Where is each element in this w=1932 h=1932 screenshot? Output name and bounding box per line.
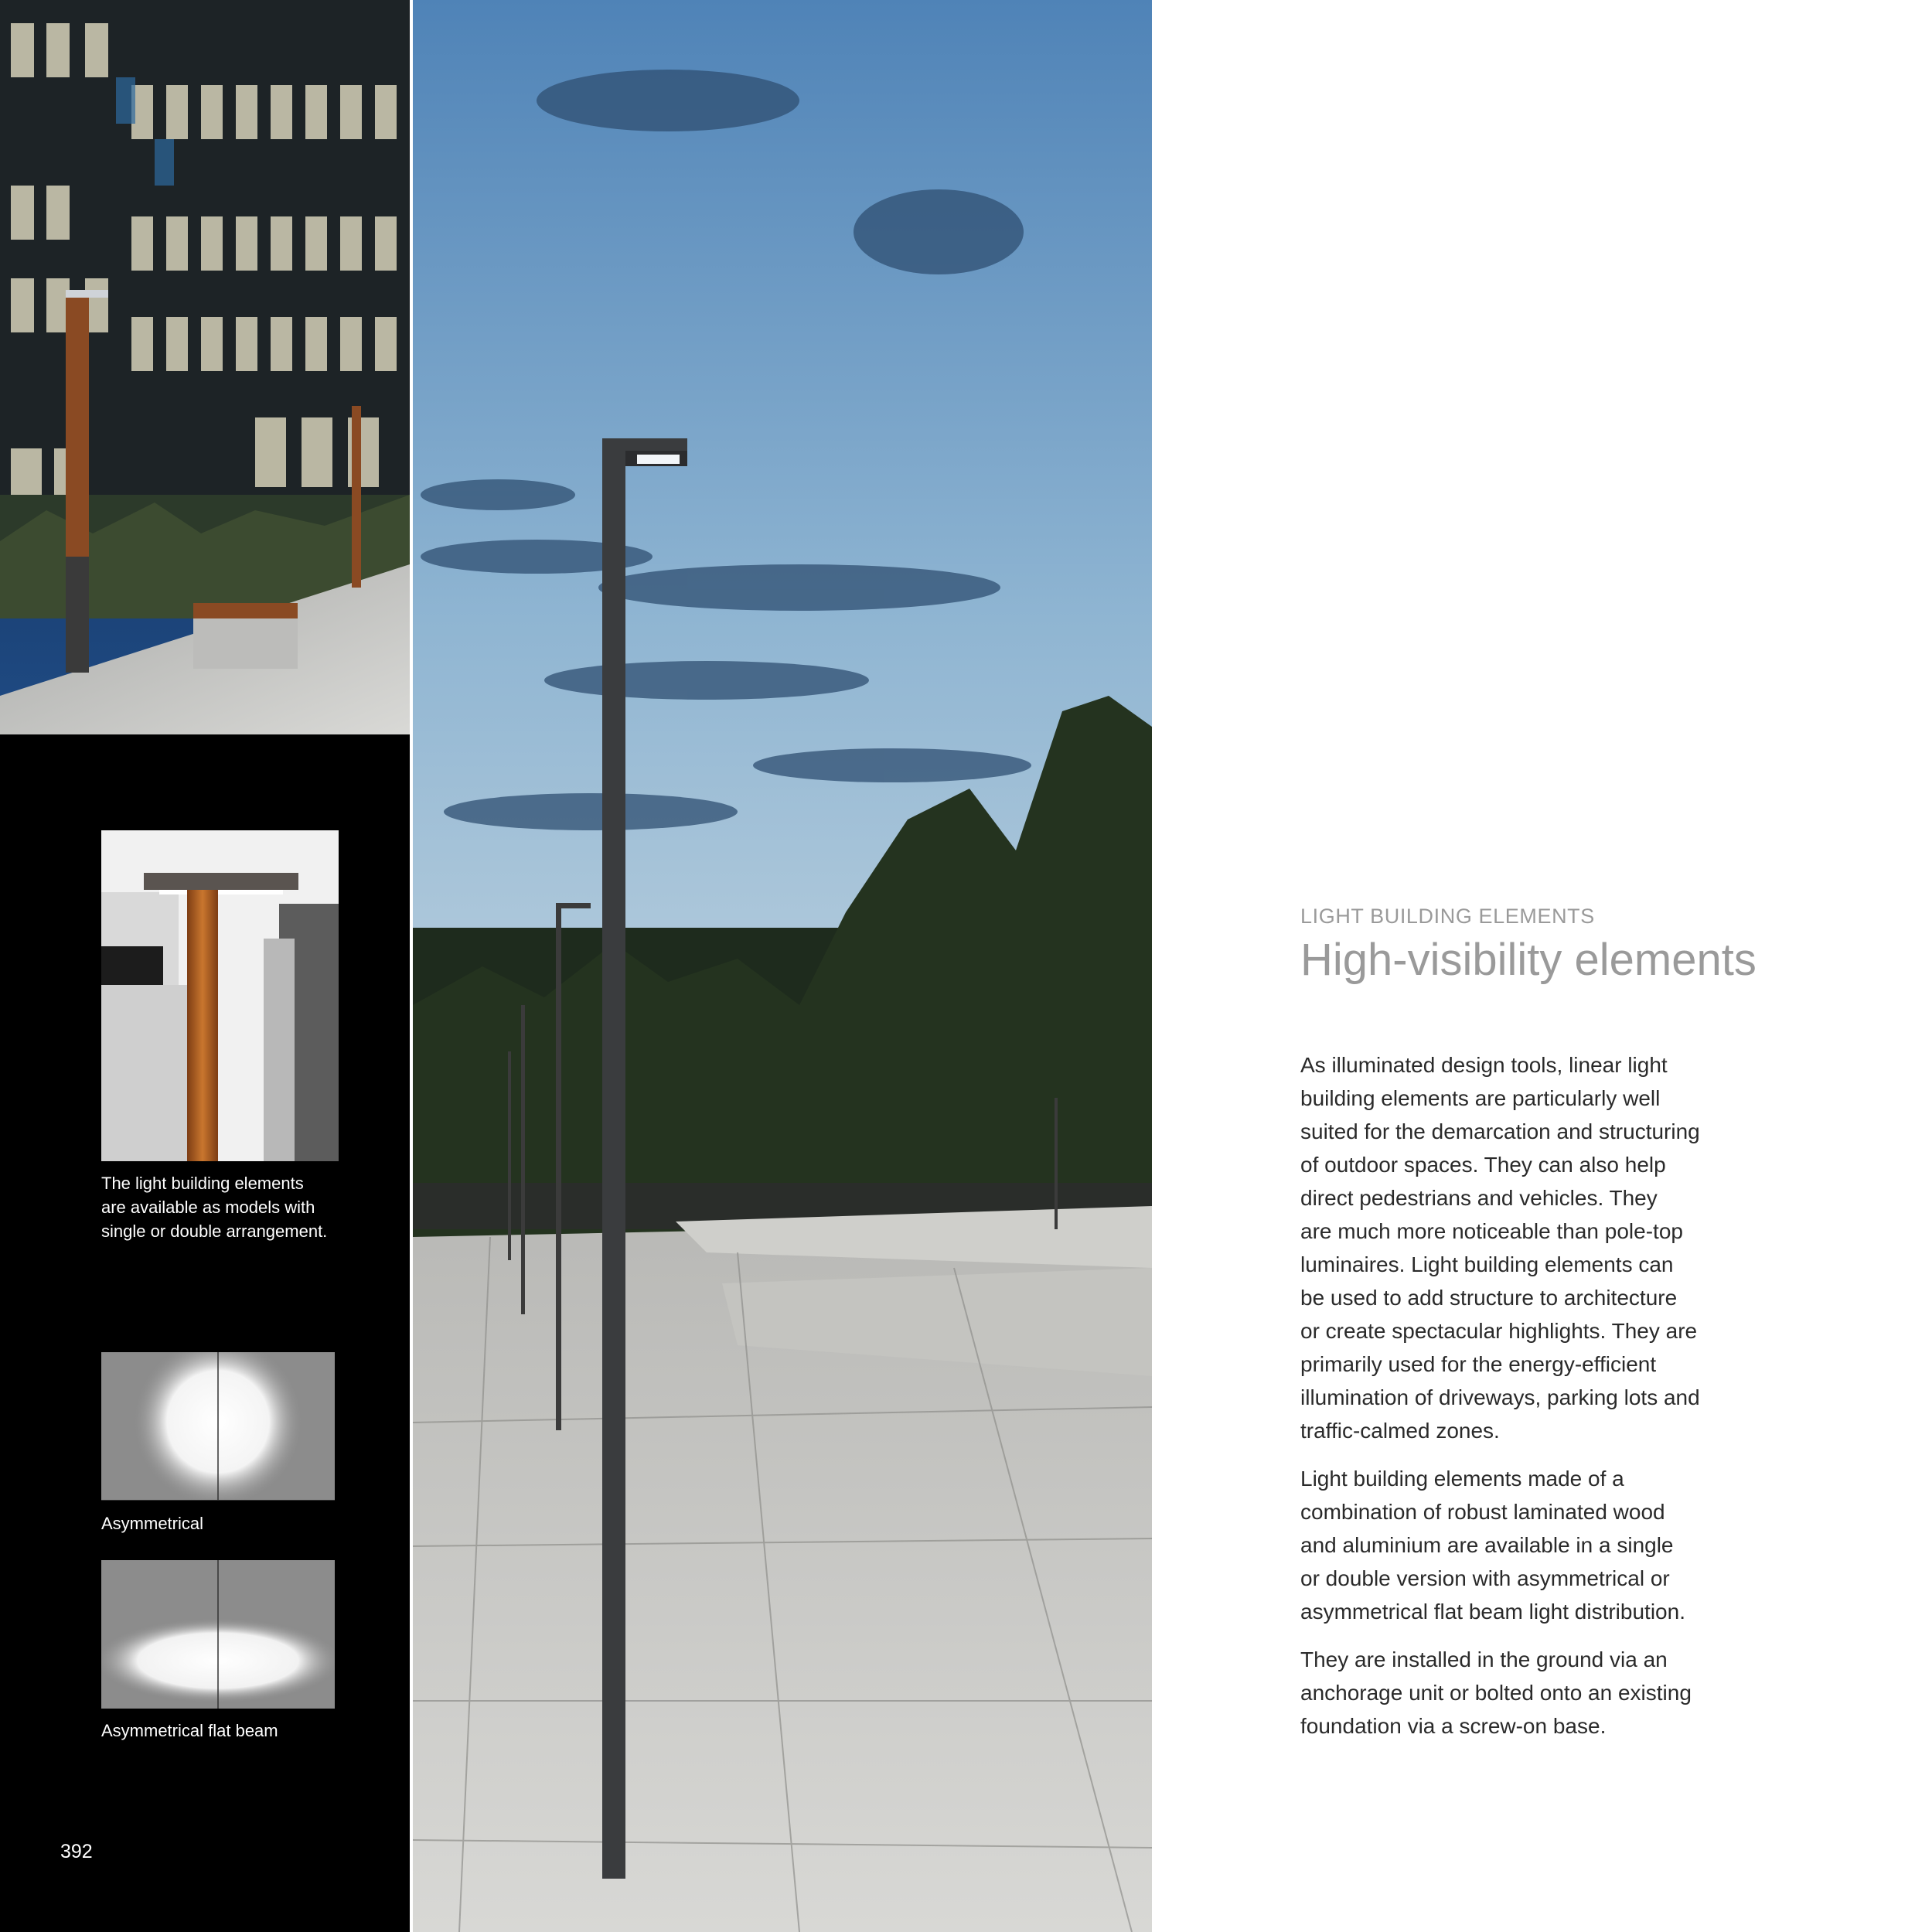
main-photo-illustration bbox=[413, 0, 1152, 1932]
section-kicker: LIGHT BUILDING ELEMENTS bbox=[1300, 905, 1595, 928]
text-line: As illuminated design tools, linear light bbox=[1300, 1053, 1668, 1077]
asymmetrical-diagram-graphic bbox=[101, 1352, 335, 1501]
building-photo-illustration bbox=[0, 0, 410, 734]
text-line: combination of robust laminated wood bbox=[1300, 1500, 1665, 1524]
text-line: Light building elements made of a bbox=[1300, 1467, 1624, 1491]
building-photo bbox=[0, 0, 410, 734]
text-line: traffic-calmed zones. bbox=[1300, 1419, 1500, 1443]
asymmetrical-distribution-diagram bbox=[101, 1352, 335, 1501]
text-line: or double version with asymmetrical or bbox=[1300, 1566, 1670, 1590]
flat-beam-diagram-graphic bbox=[101, 1560, 335, 1709]
text-line: and aluminium are available in a single bbox=[1300, 1533, 1674, 1557]
text-line: primarily used for the energy-efficient bbox=[1300, 1352, 1657, 1376]
body-paragraph-2 bbox=[1300, 1462, 1764, 1628]
asymmetrical-flat-beam-diagram bbox=[101, 1560, 335, 1709]
caption-line: The light building elements bbox=[101, 1174, 304, 1193]
asymmetrical-label: Asymmetrical bbox=[101, 1514, 204, 1533]
text-line: be used to add structure to architecture bbox=[1300, 1286, 1678, 1310]
caption-line: single or double arrangement. bbox=[101, 1222, 328, 1241]
text-line: foundation via a screw-on base. bbox=[1300, 1714, 1607, 1738]
text-line: of outdoor spaces. They can also help bbox=[1300, 1153, 1666, 1177]
text-line: anchorage unit or bolted onto an existing bbox=[1300, 1681, 1692, 1705]
text-line: illumination of driveways, parking lots and bbox=[1300, 1385, 1700, 1409]
detail-photo-illustration bbox=[101, 830, 339, 1161]
page-headline: High-visibility elements bbox=[1300, 935, 1757, 985]
detail-caption bbox=[101, 1171, 395, 1243]
main-photo bbox=[413, 0, 1152, 1932]
text-line: suited for the demarcation and structuring bbox=[1300, 1119, 1700, 1143]
asymmetrical-flat-beam-label: Asymmetrical flat beam bbox=[101, 1721, 278, 1740]
text-line: They are installed in the ground via an bbox=[1300, 1647, 1668, 1671]
body-paragraph-3 bbox=[1300, 1643, 1764, 1743]
text-line: asymmetrical flat beam light distribution. bbox=[1300, 1600, 1685, 1624]
text-line: building elements are particularly well bbox=[1300, 1086, 1661, 1110]
page-number: 392 bbox=[60, 1841, 93, 1862]
caption-line: are available as models with bbox=[101, 1198, 315, 1217]
body-paragraph-1 bbox=[1300, 1048, 1764, 1447]
text-line: are much more noticeable than pole-top bbox=[1300, 1219, 1683, 1243]
text-line: luminaires. Light building elements can bbox=[1300, 1252, 1674, 1276]
detail-photo bbox=[101, 830, 339, 1161]
text-line: direct pedestrians and vehicles. They bbox=[1300, 1186, 1658, 1210]
text-line: or create spectacular highlights. They are bbox=[1300, 1319, 1698, 1343]
